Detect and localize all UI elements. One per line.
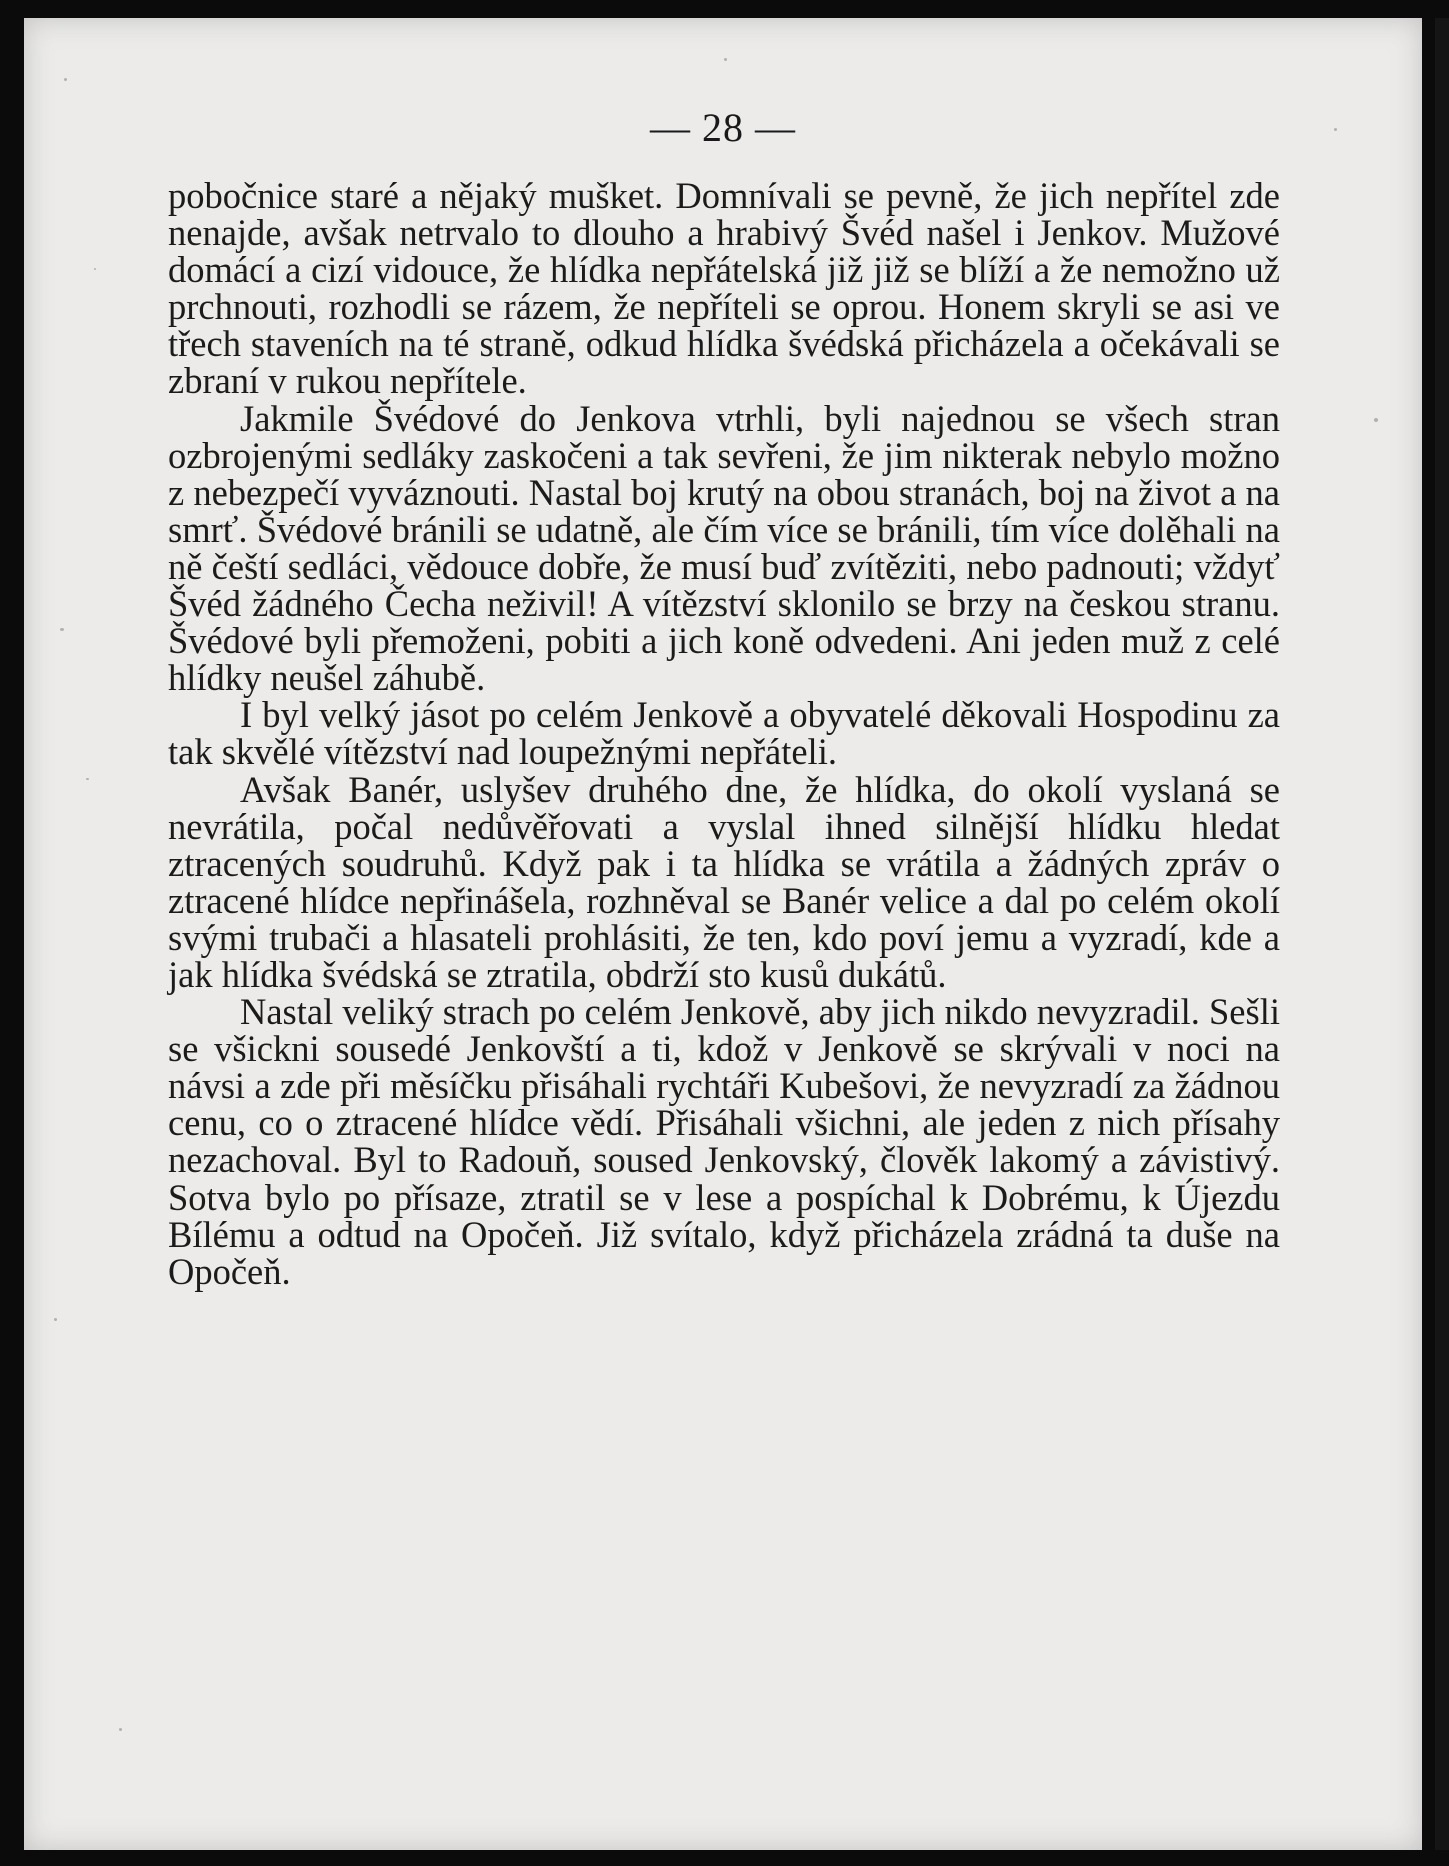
- paper-speck: [119, 1728, 122, 1731]
- paragraph: Avšak Banér, uslyšev druhého dne, že hlídka, do okolí vyslaná se nevrátila, počal nedůvěřovati a vyslal ihned silnější hlídku hledat ztracených soudruhů. Když pak i ta hlídka se vrátila a žádných zpráv o ztracené hlídce nepřinášela, rozhněval se Banér velice a dal po celém okolí svými trubači a hlasateli prohlásiti, že ten, kdo poví jemu a vyzradí, kde a jak hlídka švédská se ztratila, obdrží sto kusů dukátů.: [168, 768, 1280, 995]
- paragraph: I byl velký jásot po celém Jenkově a obyvatelé děkovali Hospodinu za tak skvělé vítězství nad loupežnými nepřáteli.: [168, 694, 1280, 773]
- paper-speck: [64, 78, 67, 81]
- paper-speck: [94, 268, 96, 270]
- body-text: [168, 177, 1280, 1290]
- book-spine-edge: [1435, 18, 1449, 1850]
- paragraph: Jakmile Švédové do Jenkova vtrhli, byli najednou se všech stran ozbrojenými sedláky zaskočeni a tak sevřeni, že jim nikterak nebylo možno z nebezpečí vyváznouti. Nastal boj krutý na obou stranách, boj na život a na smrť. Švédové bránili se udatně, ale čím více se bránili, tím více dolěhali na ně čeští sedláci, vědouce dobře, že musí buď zvítěziti, nebo padnouti; vždyť Švéd žádného Čecha neživil! A vítězství sklonilo se brzy na českou stranu. Švédové byli přemoženi, pobiti a jich koně odvedeni. Ani jeden muž z celé hlídky neušel záhubě.: [168, 397, 1280, 699]
- paper-speck: [54, 1318, 57, 1321]
- paper-speck: [60, 628, 64, 631]
- paragraph: pobočnice staré a nějaký mušket. Domnívali se pevně, že jich nepřítel zde nenajde, avšak netrvalo to dlouho a hrabivý Švéd našel i Jenkov. Mužové domácí a cizí vidouce, že hlídka nepřátelská již již se blíží a že nemožno už prchnouti, rozhodli se rázem, že nepříteli se oprou. Honem skryli se asi ve třech staveních na té straně, odkud hlídka švédská přicházela a očekávali se zbraní v rukou nepřítele.: [168, 175, 1280, 402]
- paper-speck: [724, 58, 727, 61]
- paragraph: Nastal veliký strach po celém Jenkově, aby jich nikdo nevyzradil. Sešli se všickni sousedé Jenkovští a ti, kdož v Jenkově se skrývali v noci na návsi a zde při měsíčku přisáhali rychtáři Kubešovi, že nevyzradí za žádnou cenu, co o ztracené hlídce vědí. Přisáhali všichni, ale jeden z nich přísahy nezachoval. Byl to Radouň, soused Jenkovský, člověk lakomý a závistivý. Sotva bylo po přísaze, ztratil se v lese a pospíchal k Dobrému, k Újezdu Bílému a odtud na Opočeň. Již svítalo, když přicházela zrádná ta duše na Opočeň.: [168, 991, 1280, 1292]
- page-number: — 28 —: [650, 105, 796, 150]
- paper-speck: [1374, 418, 1378, 422]
- paper-speck: [86, 778, 89, 780]
